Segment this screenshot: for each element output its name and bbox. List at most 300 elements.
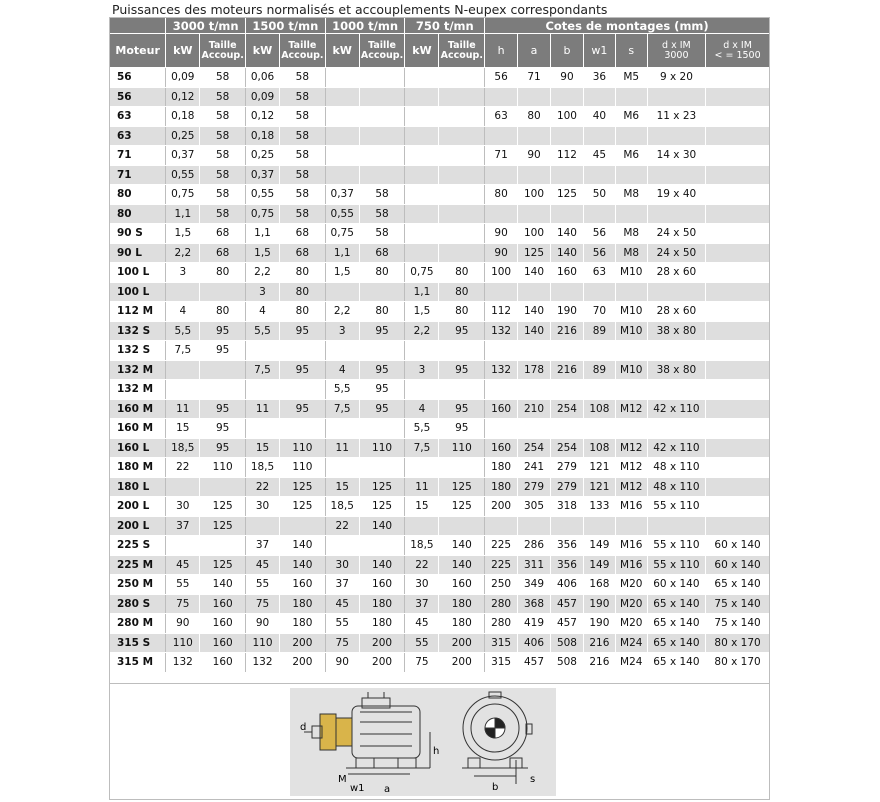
table-cell xyxy=(280,516,326,536)
table-row xyxy=(110,594,770,614)
table-cell: 19 x 40 xyxy=(647,185,705,205)
table-cell: 22 xyxy=(325,516,359,536)
cell-moteur: 250 M xyxy=(110,575,166,595)
table-cell: 45 xyxy=(325,594,359,614)
table-cell: 112 xyxy=(551,146,584,166)
table-cell xyxy=(551,341,584,361)
table-cell: 68 xyxy=(200,224,246,244)
table-cell: 45 xyxy=(405,614,439,634)
table-cell: 56 xyxy=(583,243,615,263)
cell-moteur: 90 L xyxy=(110,243,166,263)
table-row xyxy=(110,399,770,419)
table-cell: 90 xyxy=(485,224,518,244)
table-cell: 190 xyxy=(583,614,615,634)
table-cell: 71 xyxy=(485,146,518,166)
table-cell xyxy=(551,516,584,536)
table-cell: M20 xyxy=(615,594,647,614)
table-cell xyxy=(439,341,485,361)
table-cell: 200 xyxy=(439,653,485,673)
table-cell xyxy=(583,165,615,185)
table-cell: 80 xyxy=(518,107,551,127)
table-cell: 279 xyxy=(551,477,584,497)
cell-moteur: 132 M xyxy=(110,380,166,400)
table-cell: 508 xyxy=(551,633,584,653)
table-cell: 5,5 xyxy=(246,321,280,341)
table-cell: 11 xyxy=(166,399,200,419)
label-M: M xyxy=(338,774,347,785)
cell-moteur: 90 S xyxy=(110,224,166,244)
table-cell: 55 xyxy=(405,633,439,653)
table-cell: 11 x 23 xyxy=(647,107,705,127)
table-cell: 95 xyxy=(439,419,485,439)
table-cell xyxy=(706,477,770,497)
cell-moteur: 160 M xyxy=(110,399,166,419)
table-cell: 95 xyxy=(359,360,405,380)
table-cell xyxy=(551,87,584,107)
table-cell: 160 xyxy=(485,438,518,458)
table-cell xyxy=(706,497,770,517)
table-cell: 5,5 xyxy=(166,321,200,341)
table-cell xyxy=(647,516,705,536)
table-cell: 5,5 xyxy=(325,380,359,400)
table-cell: 1,5 xyxy=(166,224,200,244)
table-cell: 80 xyxy=(280,302,326,322)
table-cell: 457 xyxy=(551,614,584,634)
table-cell: M12 xyxy=(615,458,647,478)
table-cell: 216 xyxy=(583,653,615,673)
table-cell xyxy=(359,419,405,439)
table-cell: 254 xyxy=(551,438,584,458)
table-cell xyxy=(200,536,246,556)
table-cell: 3 xyxy=(405,360,439,380)
cell-moteur: 132 M xyxy=(110,360,166,380)
table-row xyxy=(110,68,770,88)
table-cell: 58 xyxy=(280,68,326,88)
table-cell: 75 xyxy=(325,633,359,653)
table-cell xyxy=(583,419,615,439)
cell-moteur: 160 M xyxy=(110,419,166,439)
col-w1: w1 xyxy=(583,34,615,68)
table-cell xyxy=(518,204,551,224)
table-cell xyxy=(706,204,770,224)
table-cell xyxy=(439,126,485,146)
table-cell: 140 xyxy=(200,575,246,595)
table-cell: 18,5 xyxy=(246,458,280,478)
cell-moteur: 160 L xyxy=(110,438,166,458)
table-cell: 95 xyxy=(200,321,246,341)
table-cell: 140 xyxy=(518,302,551,322)
table-cell xyxy=(325,68,359,88)
table-cell xyxy=(200,282,246,302)
table-cell: 315 xyxy=(485,633,518,653)
table-cell: 121 xyxy=(583,477,615,497)
table-cell: M10 xyxy=(615,302,647,322)
table-cell xyxy=(439,146,485,166)
cell-moteur: 132 S xyxy=(110,341,166,361)
cell-moteur: 315 M xyxy=(110,653,166,673)
table-cell xyxy=(706,87,770,107)
table-row xyxy=(110,575,770,595)
table-cell: 200 xyxy=(439,633,485,653)
table-cell xyxy=(246,419,280,439)
table-cell: 125 xyxy=(359,497,405,517)
table-cell: 140 xyxy=(551,224,584,244)
table-cell: 254 xyxy=(518,438,551,458)
table-cell: 315 xyxy=(485,653,518,673)
table-cell xyxy=(485,341,518,361)
motor-front-view xyxy=(462,692,532,784)
table-cell: 95 xyxy=(439,399,485,419)
table-cell xyxy=(405,165,439,185)
table-cell: 55 xyxy=(246,575,280,595)
motor-coupling-table xyxy=(109,17,770,673)
table-cell: 70 xyxy=(583,302,615,322)
table-cell: 18,5 xyxy=(166,438,200,458)
table-cell: 65 x 140 xyxy=(706,575,770,595)
table-cell xyxy=(439,204,485,224)
table-cell: 125 xyxy=(280,497,326,517)
table-cell xyxy=(615,516,647,536)
table-cell: 80 x 170 xyxy=(706,653,770,673)
table-cell xyxy=(325,282,359,302)
table-cell: 160 xyxy=(359,575,405,595)
col-kw: kW xyxy=(325,34,359,68)
table-cell xyxy=(439,380,485,400)
table-cell: 0,25 xyxy=(166,126,200,146)
table-cell: 180 xyxy=(439,594,485,614)
table-cell xyxy=(325,126,359,146)
table-cell xyxy=(439,185,485,205)
table-cell: 125 xyxy=(439,477,485,497)
table-cell: 58 xyxy=(280,126,326,146)
table-cell: 90 xyxy=(325,653,359,673)
label-b: b xyxy=(492,782,499,793)
table-cell: 149 xyxy=(583,555,615,575)
table-cell xyxy=(485,282,518,302)
table-cell: 95 xyxy=(359,399,405,419)
table-row xyxy=(110,516,770,536)
table-cell xyxy=(647,282,705,302)
table-cell: 58 xyxy=(280,87,326,107)
table-cell: M20 xyxy=(615,614,647,634)
table-cell xyxy=(439,87,485,107)
col-h: h xyxy=(485,34,518,68)
table-cell xyxy=(583,516,615,536)
table-cell xyxy=(518,282,551,302)
table-cell: 356 xyxy=(551,555,584,575)
table-cell xyxy=(615,204,647,224)
table-cell: 210 xyxy=(518,399,551,419)
table-cell xyxy=(439,107,485,127)
cell-moteur: 200 L xyxy=(110,516,166,536)
table-cell xyxy=(551,282,584,302)
table-cell: 15 xyxy=(325,477,359,497)
table-cell: 180 xyxy=(280,594,326,614)
table-cell: 95 xyxy=(280,360,326,380)
table-cell: 55 xyxy=(166,575,200,595)
table-cell: 38 x 80 xyxy=(647,360,705,380)
table-cell: 9 x 20 xyxy=(647,68,705,88)
table-cell: 125 xyxy=(359,477,405,497)
table-cell xyxy=(325,536,359,556)
table-cell xyxy=(615,419,647,439)
table-cell xyxy=(706,243,770,263)
table-cell xyxy=(280,380,326,400)
table-cell: 140 xyxy=(439,536,485,556)
table-cell: 40 xyxy=(583,107,615,127)
table-cell: 22 xyxy=(246,477,280,497)
table-cell: 22 xyxy=(405,555,439,575)
table-cell xyxy=(405,126,439,146)
table-cell: 140 xyxy=(359,516,405,536)
table-cell xyxy=(200,477,246,497)
table-cell: 58 xyxy=(280,107,326,127)
table-cell: 7,5 xyxy=(166,341,200,361)
table-cell xyxy=(405,243,439,263)
table-cell: 80 xyxy=(200,302,246,322)
table-cell: 279 xyxy=(518,477,551,497)
table-cell: 140 xyxy=(518,321,551,341)
table-cell xyxy=(706,380,770,400)
table-cell xyxy=(583,380,615,400)
table-cell: 100 xyxy=(518,224,551,244)
table-cell xyxy=(615,380,647,400)
col-taille: Taille Accoup. xyxy=(359,34,405,68)
table-cell: 55 x 110 xyxy=(647,536,705,556)
table-cell: 200 xyxy=(359,633,405,653)
label-h: h xyxy=(433,746,440,757)
table-row xyxy=(110,243,770,263)
table-cell: M10 xyxy=(615,263,647,283)
table-cell: 58 xyxy=(280,165,326,185)
table-cell xyxy=(647,204,705,224)
table-cell: 4 xyxy=(246,302,280,322)
table-cell xyxy=(551,165,584,185)
cell-moteur: 100 L xyxy=(110,282,166,302)
table-cell: 75 x 140 xyxy=(706,594,770,614)
table-cell: 0,75 xyxy=(405,263,439,283)
page-title: Puissances des moteurs normalisés et accouplements N-eupex correspondants xyxy=(112,2,608,17)
table-cell xyxy=(551,419,584,439)
table-cell xyxy=(246,516,280,536)
cell-moteur: 225 M xyxy=(110,555,166,575)
table-cell: 2,2 xyxy=(325,302,359,322)
table-cell xyxy=(439,458,485,478)
table-cell xyxy=(647,341,705,361)
table-cell: 58 xyxy=(200,204,246,224)
table-cell: 132 xyxy=(485,321,518,341)
table-cell: 58 xyxy=(200,107,246,127)
table-cell: 37 xyxy=(246,536,280,556)
col-s: s xyxy=(615,34,647,68)
table-cell xyxy=(583,282,615,302)
table-cell xyxy=(166,477,200,497)
table-cell: 58 xyxy=(200,185,246,205)
table-cell: M16 xyxy=(615,497,647,517)
table-cell: 0,55 xyxy=(166,165,200,185)
table-cell: 56 xyxy=(583,224,615,244)
table-row xyxy=(110,126,770,146)
table-row xyxy=(110,165,770,185)
table-cell: 125 xyxy=(439,497,485,517)
table-cell xyxy=(706,126,770,146)
motor-side-view xyxy=(304,692,430,774)
cell-moteur: 71 xyxy=(110,146,166,166)
table-cell xyxy=(405,341,439,361)
table-cell: 200 xyxy=(485,497,518,517)
table-cell: 4 xyxy=(325,360,359,380)
table-cell: 55 x 110 xyxy=(647,497,705,517)
table-cell xyxy=(325,341,359,361)
table-cell: 80 xyxy=(280,282,326,302)
table-cell: 180 xyxy=(359,614,405,634)
table-cell: 90 xyxy=(485,243,518,263)
motor-dimension-drawing xyxy=(290,688,556,796)
table-cell: 168 xyxy=(583,575,615,595)
table-cell: 190 xyxy=(583,594,615,614)
table-cell: 280 xyxy=(485,594,518,614)
col-dx-1500: d x IM < = 1500 xyxy=(706,34,770,68)
table-cell: 280 xyxy=(485,614,518,634)
table-cell: 3 xyxy=(246,282,280,302)
table-cell: 200 xyxy=(280,653,326,673)
table-cell xyxy=(518,87,551,107)
table-cell: 140 xyxy=(518,263,551,283)
table-cell xyxy=(246,380,280,400)
table-cell: 0,18 xyxy=(166,107,200,127)
table-cell: 80 xyxy=(359,302,405,322)
table-cell: 95 xyxy=(280,399,326,419)
table-cell: 30 xyxy=(405,575,439,595)
table-cell: 0,75 xyxy=(325,224,359,244)
table-cell: 30 xyxy=(166,497,200,517)
table-cell: 7,5 xyxy=(325,399,359,419)
table-row xyxy=(110,419,770,439)
cell-moteur: 56 xyxy=(110,87,166,107)
table-cell: 50 xyxy=(583,185,615,205)
table-row xyxy=(110,536,770,556)
table-cell xyxy=(246,341,280,361)
table-cell: 58 xyxy=(200,68,246,88)
table-cell xyxy=(359,341,405,361)
table-cell xyxy=(359,458,405,478)
table-cell xyxy=(647,87,705,107)
table-cell: 75 xyxy=(166,594,200,614)
table-cell: M24 xyxy=(615,653,647,673)
table-cell: 95 xyxy=(359,321,405,341)
table-cell: 110 xyxy=(280,438,326,458)
table-cell: 14 x 30 xyxy=(647,146,705,166)
col-kw: kW xyxy=(166,34,200,68)
table-cell: 37 xyxy=(166,516,200,536)
table-cell xyxy=(439,516,485,536)
table-cell xyxy=(518,341,551,361)
table-cell: 2,2 xyxy=(246,263,280,283)
table-cell: 1,5 xyxy=(325,263,359,283)
table-cell: 28 x 60 xyxy=(647,302,705,322)
table-cell: 368 xyxy=(518,594,551,614)
table-cell: 406 xyxy=(518,633,551,653)
table-cell: 110 xyxy=(166,633,200,653)
table-cell: 11 xyxy=(246,399,280,419)
table-cell: 48 x 110 xyxy=(647,458,705,478)
table-cell: 37 xyxy=(325,575,359,595)
table-cell: 216 xyxy=(583,633,615,653)
table-cell: 90 xyxy=(246,614,280,634)
table-cell: 90 xyxy=(551,68,584,88)
col-b: b xyxy=(551,34,584,68)
table-cell: 125 xyxy=(280,477,326,497)
table-cell: 38 x 80 xyxy=(647,321,705,341)
table-cell: 0,09 xyxy=(166,68,200,88)
table-cell xyxy=(359,165,405,185)
table-cell: 4 xyxy=(405,399,439,419)
table-cell xyxy=(518,380,551,400)
table-row xyxy=(110,555,770,575)
table-row xyxy=(110,614,770,634)
table-cell: M16 xyxy=(615,555,647,575)
table-cell xyxy=(647,126,705,146)
table-cell: 80 xyxy=(439,302,485,322)
table-cell: 508 xyxy=(551,653,584,673)
table-cell: 0,25 xyxy=(246,146,280,166)
table-cell: 160 xyxy=(200,633,246,653)
col-taille: Taille Accoup. xyxy=(439,34,485,68)
table-cell: 24 x 50 xyxy=(647,243,705,263)
table-row xyxy=(110,633,770,653)
table-cell: M10 xyxy=(615,360,647,380)
table-cell: 419 xyxy=(518,614,551,634)
table-cell xyxy=(518,516,551,536)
table-cell: 1,1 xyxy=(325,243,359,263)
table-cell: 0,09 xyxy=(246,87,280,107)
table-cell: M8 xyxy=(615,243,647,263)
table-cell: 200 xyxy=(280,633,326,653)
table-cell: 30 xyxy=(246,497,280,517)
table-cell: 100 xyxy=(485,263,518,283)
table-row xyxy=(110,380,770,400)
cell-moteur: 315 S xyxy=(110,633,166,653)
table-cell xyxy=(706,458,770,478)
table-cell xyxy=(706,146,770,166)
table-cell xyxy=(706,107,770,127)
table-cell xyxy=(439,68,485,88)
table-cell: 95 xyxy=(439,321,485,341)
table-cell xyxy=(583,126,615,146)
cell-moteur: 200 L xyxy=(110,497,166,517)
table-cell: 68 xyxy=(359,243,405,263)
table-cell: 110 xyxy=(246,633,280,653)
table-cell xyxy=(706,282,770,302)
table-cell: 216 xyxy=(551,321,584,341)
col-dx-3000: d x IM 3000 xyxy=(647,34,705,68)
cell-moteur: 280 S xyxy=(110,594,166,614)
table-cell xyxy=(647,165,705,185)
table-cell: 2,2 xyxy=(166,243,200,263)
table-cell xyxy=(405,185,439,205)
table-cell: 11 xyxy=(325,438,359,458)
group-1000: 1000 t/mn xyxy=(325,18,405,34)
table-cell: 1,5 xyxy=(405,302,439,322)
table-cell xyxy=(551,204,584,224)
table-cell: 121 xyxy=(583,458,615,478)
cell-moteur: 180 M xyxy=(110,458,166,478)
table-cell xyxy=(166,360,200,380)
table-row xyxy=(110,302,770,322)
table-cell: 160 xyxy=(485,399,518,419)
table-cell: 15 xyxy=(246,438,280,458)
table-cell: 108 xyxy=(583,438,615,458)
